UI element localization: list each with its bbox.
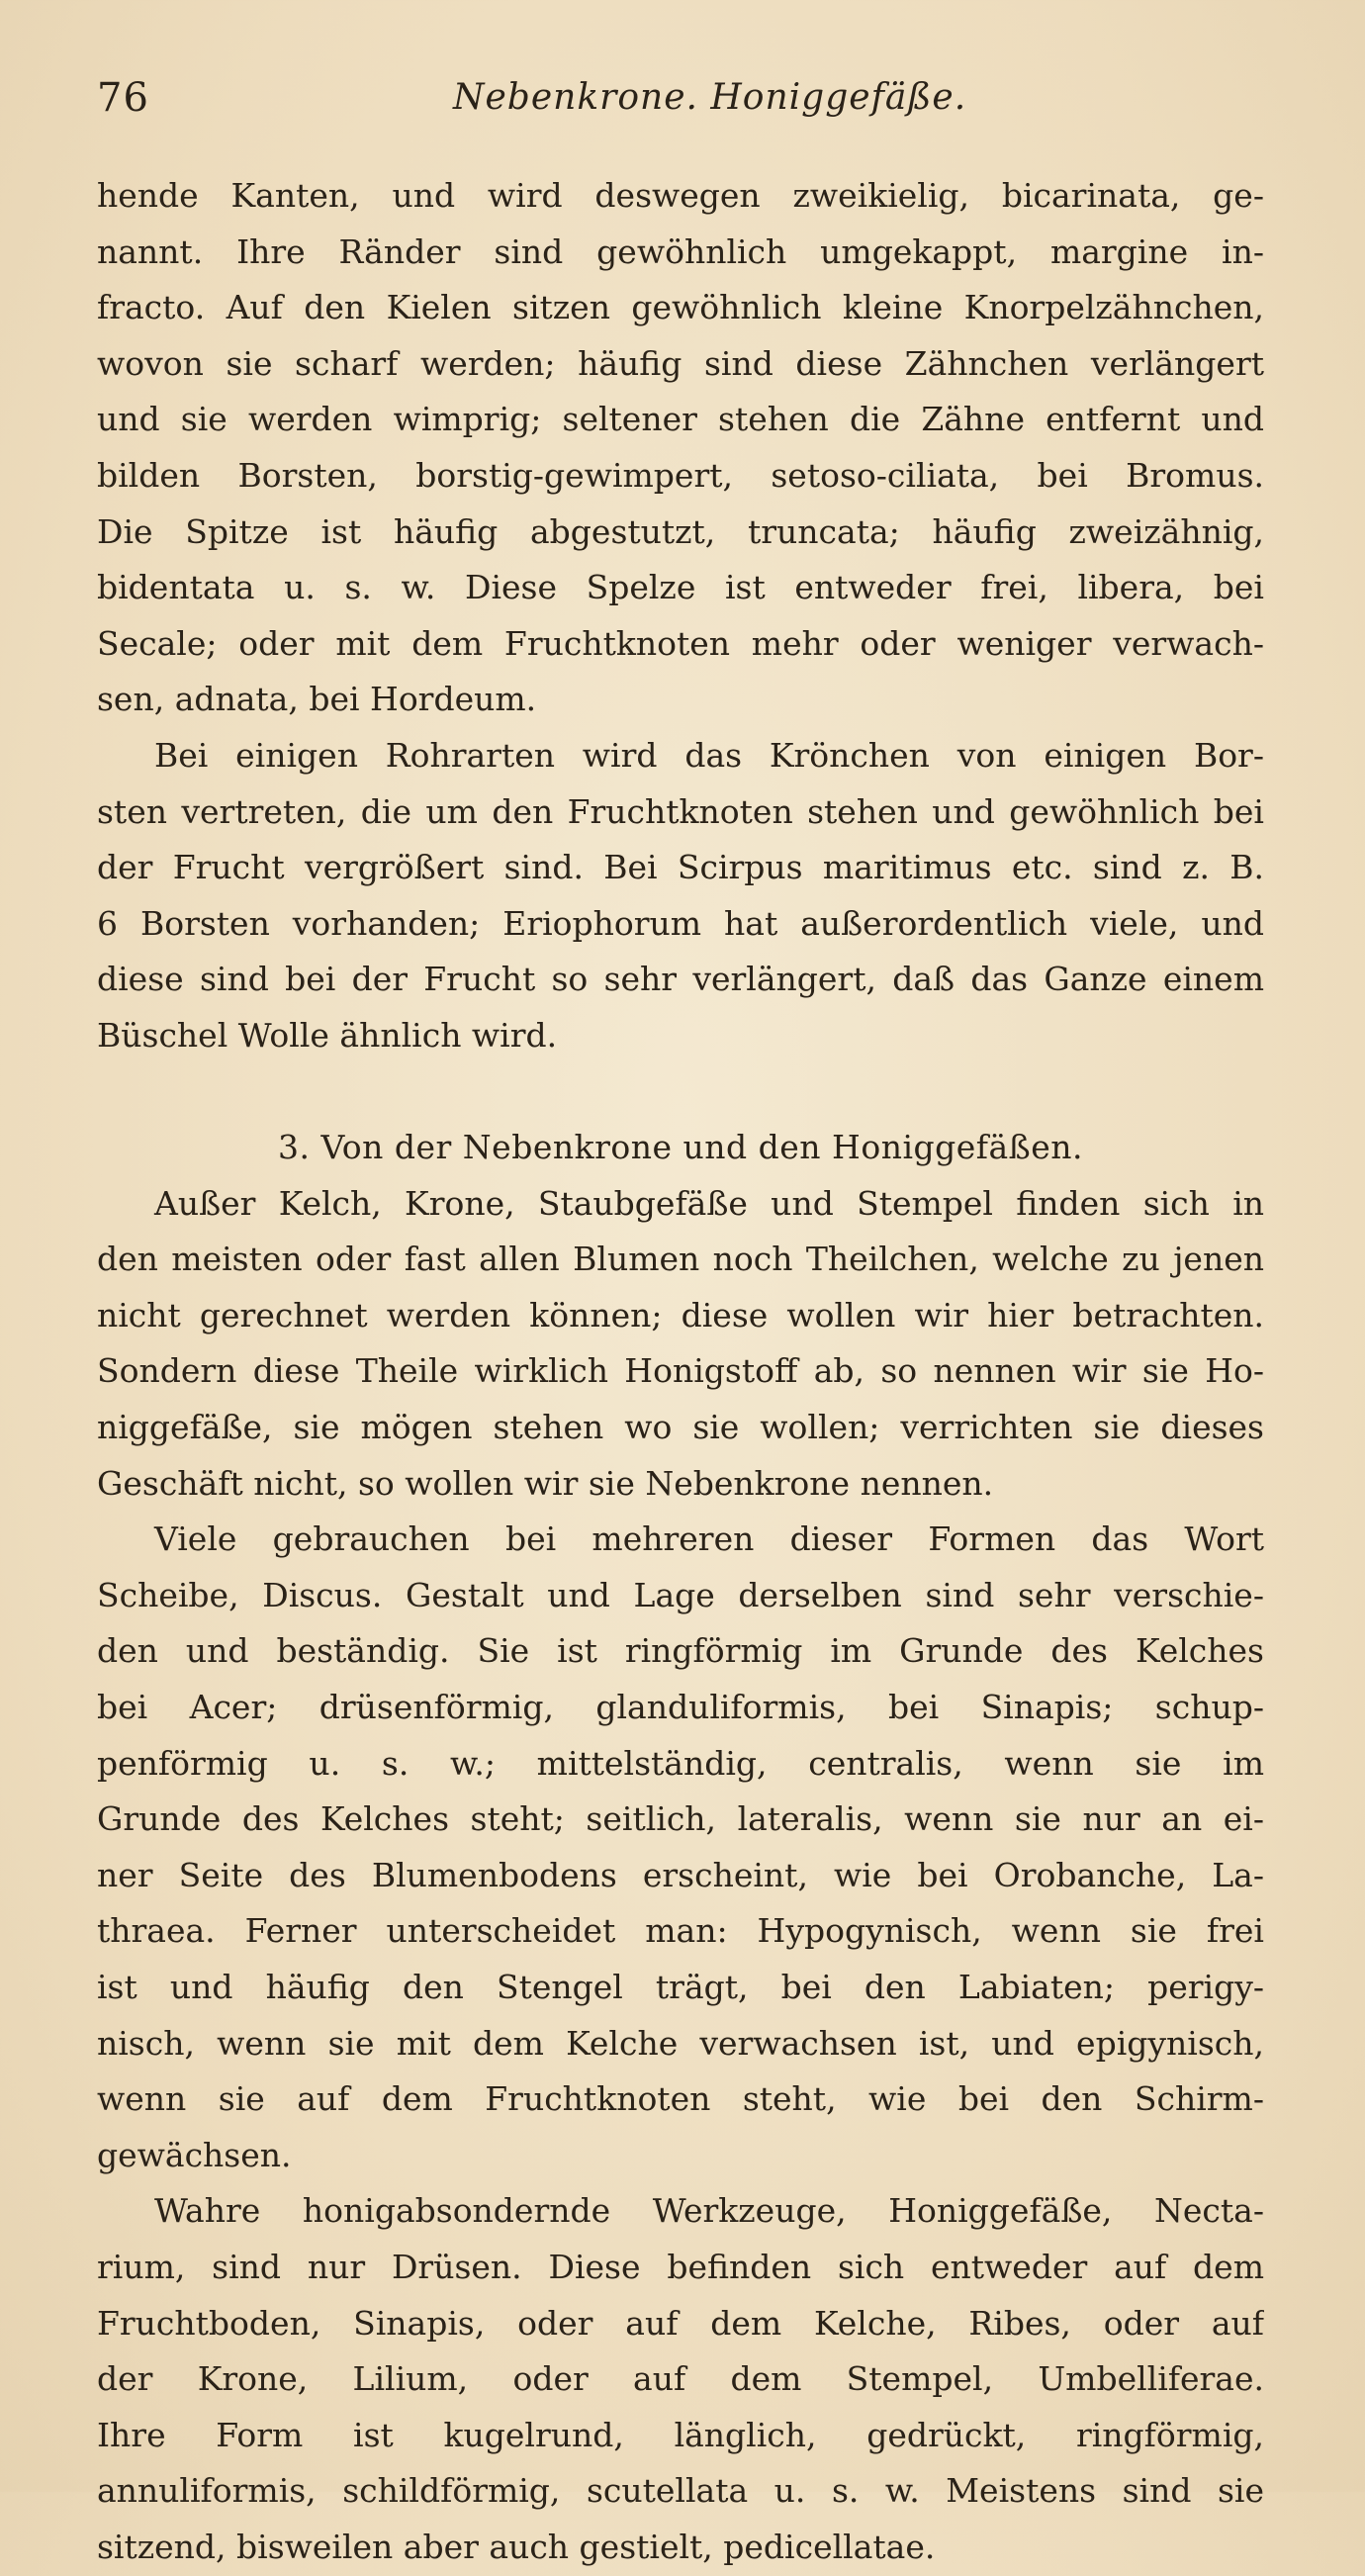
text-line: sten vertreten, die um den Fruchtknoten stehen und gewöhnlich bei <box>97 791 1264 831</box>
text-line: penförmig u. s. w.; mittelständig, centralis, wenn sie im <box>97 1743 1264 1783</box>
text-line: Viele gebrauchen bei mehreren dieser Formen das Wort <box>154 1519 1264 1559</box>
paragraph-gap <box>97 1064 1264 1121</box>
text-line: rium, sind nur Drüsen. Diese befinden sich entweder auf dem <box>97 2247 1264 2286</box>
text-line: hende Kanten, und wird deswegen zweikielig, bicarinata, ge- <box>97 176 1264 215</box>
text-line: und sie werden wimprig; seltener stehen die Zähne entfernt und <box>97 400 1264 439</box>
text-line: wenn sie auf dem Fruchtknoten steht, wie bei den Schirm- <box>97 2079 1264 2119</box>
page-header <box>97 75 1274 135</box>
text-line: fracto. Auf den Kielen sitzen gewöhnlich kleine Knorpelzähnchen, <box>97 288 1264 327</box>
text-line: sitzend, bisweilen aber auch gestielt, pedicellatae. <box>97 2527 936 2566</box>
section-heading: 3. Von der Nebenkrone und den Honiggefäßen. <box>278 1128 1083 1167</box>
text-line: Büschel Wolle ähnlich wird. <box>97 1015 558 1055</box>
body-text <box>97 168 1264 2576</box>
text-line: thraea. Ferner unterscheidet man: Hypogynisch, wenn sie frei <box>97 1911 1264 1951</box>
text-line: niggefäße, sie mögen stehen wo sie wollen; verrichten sie dieses <box>97 1408 1264 1447</box>
text-line: nisch, wenn sie mit dem Kelche verwachsen ist, und epigynisch, <box>97 2023 1264 2063</box>
text-line: Wahre honigabsondernde Werkzeuge, Honiggefäße, Necta- <box>154 2191 1264 2231</box>
text-line: den meisten oder fast allen Blumen noch Theilchen, welche zu jenen <box>97 1240 1264 1279</box>
text-line: Fruchtboden, Sinapis, oder auf dem Kelche, Ribes, oder auf <box>97 2303 1264 2343</box>
text-line: annuliformis, schildförmig, scutellata u. s. w. Meistens sind sie <box>97 2471 1264 2511</box>
text-line: Geschäft nicht, so wollen wir sie Nebenkrone nennen. <box>97 1463 994 1503</box>
text-line: der Krone, Lilium, oder auf dem Stempel, Umbelliferae. <box>97 2359 1264 2399</box>
text-line: den und beständig. Sie ist ringförmig im Grunde des Kelches <box>97 1631 1264 1671</box>
text-line: diese sind bei der Frucht so sehr verlängert, daß das Ganze einem <box>97 960 1264 999</box>
text-line: Die Spitze ist häufig abgestutzt, truncata; häufig zweizähnig, <box>97 511 1264 551</box>
text-line: der Frucht vergrößert sind. Bei Scirpus maritimus etc. sind z. B. <box>97 848 1264 887</box>
text-line: Scheibe, Discus. Gestalt und Lage derselben sind sehr verschie- <box>97 1575 1264 1614</box>
text-line: gewächsen. <box>97 2135 292 2174</box>
text-line: Bei einigen Rohrarten wird das Krönchen von einigen Bor- <box>154 735 1264 775</box>
page-number: 76 <box>97 75 149 121</box>
text-line: Ihre Form ist kugelrund, länglich, gedrückt, ringförmig, <box>97 2415 1264 2454</box>
text-line: ist und häufig den Stengel trägt, bei den Labiaten; perigy- <box>97 1968 1264 2006</box>
text-line: Außer Kelch, Krone, Staubgefäße und Stempel finden sich in <box>154 1183 1264 1223</box>
text-line: ner Seite des Blumenbodens erscheint, wie bei Orobanche, La- <box>97 1855 1264 1894</box>
text-line: nannt. Ihre Ränder sind gewöhnlich umgekappt, margine in- <box>97 231 1264 271</box>
running-head: Nebenkrone. Honiggefäße. <box>453 77 967 118</box>
text-line: wovon sie scharf werden; häufig sind diese Zähnchen verlängert <box>97 343 1264 383</box>
text-line: Sondern diese Theile wirklich Honigstoff ab, so nennen wir sie Ho- <box>97 1351 1264 1391</box>
text-line: 6 Borsten vorhanden; Eriophorum hat außerordentlich viele, und <box>97 903 1264 943</box>
text-line: sen, adnata, bei Hordeum. <box>97 680 537 719</box>
text-line: bei Acer; drüsenförmig, glanduliformis, bei Sinapis; schup- <box>97 1688 1264 1727</box>
text-line: bidentata u. s. w. Diese Spelze ist entweder frei, libera, bei <box>97 568 1264 607</box>
text-line: nicht gerechnet werden können; diese wollen wir hier betrachten. <box>97 1295 1264 1334</box>
text-line: Secale; oder mit dem Fruchtknoten mehr oder weniger verwach- <box>97 623 1264 663</box>
text-line: bilden Borsten, borstig-gewimpert, setoso-ciliata, bei Bromus. <box>97 455 1264 495</box>
text-line: Grunde des Kelches steht; seitlich, lateralis, wenn sie nur an ei- <box>97 1799 1264 1839</box>
